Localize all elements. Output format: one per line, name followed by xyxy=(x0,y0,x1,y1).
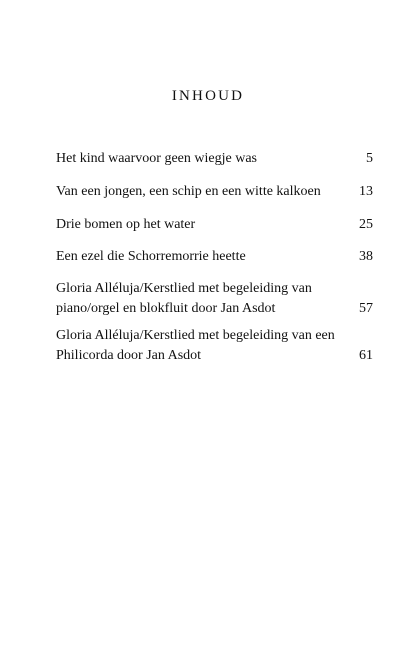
toc-entry xyxy=(56,247,373,267)
toc-entry-page-number: 57 xyxy=(359,301,373,316)
toc-entry xyxy=(56,279,373,319)
toc-entry xyxy=(56,326,373,366)
page-title: INHOUD xyxy=(171,88,245,104)
toc-entry-page-number: 5 xyxy=(366,151,373,166)
toc-entry-title: Gloria Alléluja/Kerstlied met begeleiding van piano/orgel en blokfluit door Jan Asdot xyxy=(56,281,312,316)
toc-entry-page-number: 25 xyxy=(359,217,373,232)
toc-entry xyxy=(56,215,373,235)
toc-entry xyxy=(56,182,373,202)
toc-entry-page-number: 13 xyxy=(359,184,373,199)
toc-entry-title: Gloria Alléluja/Kerstlied met begeleiding van een Philicorda door Jan Asdot xyxy=(56,328,335,363)
toc-entry-page-number: 61 xyxy=(359,348,373,363)
toc-entry xyxy=(56,149,373,169)
toc-entry-title: Van een jongen, een schip en een witte kalkoen xyxy=(56,184,321,199)
toc-entry-page-number: 38 xyxy=(359,249,373,264)
toc-entry-title: Drie bomen op het water xyxy=(56,217,196,232)
toc-entry-title: Een ezel die Schorremorrie heette xyxy=(56,249,246,264)
toc-entry-title: Het kind waarvoor geen wiegje was xyxy=(56,151,257,166)
